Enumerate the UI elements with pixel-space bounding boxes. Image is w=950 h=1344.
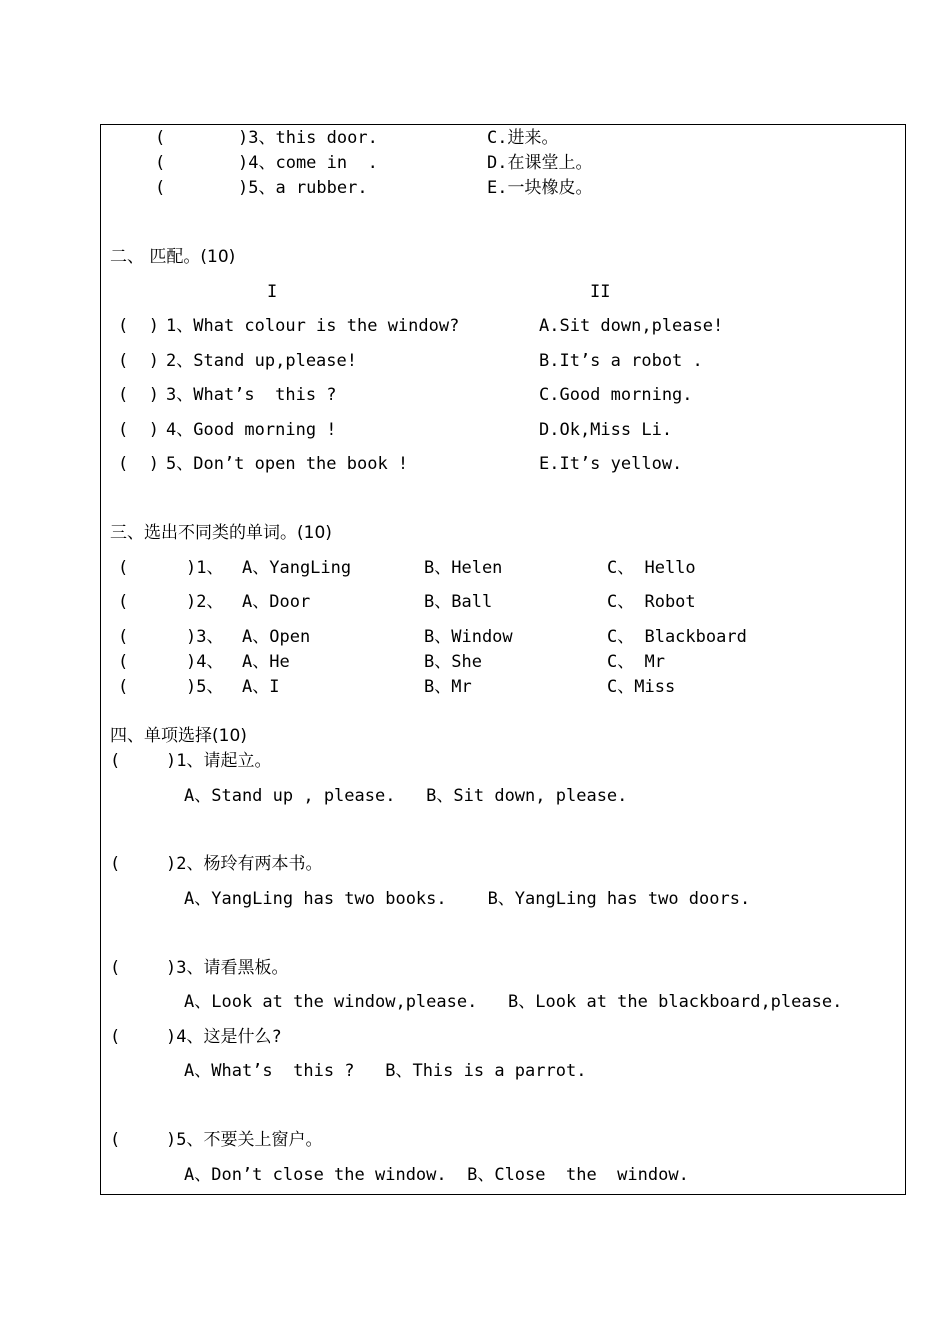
part2-row-4-question: 4、Good morning !: [166, 420, 337, 440]
part1-row-3-item: )3、this door.: [238, 128, 378, 148]
part1-row-5-item: )5、a rubber.: [238, 178, 368, 198]
part4-title: 四、单项选择(10): [110, 726, 247, 746]
part3-row-2-option-a: A、Door: [242, 592, 311, 612]
part2-column-i-header: I: [267, 282, 278, 302]
part1-row-3-paren: (: [155, 128, 166, 148]
part4-q2-stem: )2、杨玲有两本书。: [166, 854, 323, 874]
part3-row-1-number: )1、: [186, 558, 224, 578]
part2-row-5-question: 5、Don’t open the book !: [166, 454, 409, 474]
part1-row-4-item: )4、come in .: [238, 153, 378, 173]
part3-row-2-option-b: B、Ball: [424, 592, 493, 612]
part4-q5-options: A、Don’t close the window. B、Close the window.: [184, 1165, 689, 1185]
part2-row-2-paren: ( ): [118, 351, 159, 371]
part3-title: 三、选出不同类的单词。(10): [110, 523, 332, 543]
part1-row-4-answer: D.在课堂上。: [487, 153, 593, 173]
part3-row-2-number: )2、: [186, 592, 224, 612]
part3-row-2-option-c: C、 Robot: [607, 592, 696, 612]
part1-row-5-answer: E.一块橡皮。: [487, 178, 593, 198]
part3-row-1-option-c: C、 Hello: [607, 558, 696, 578]
part2-row-1-paren: ( ): [118, 316, 159, 336]
part2-row-1-answer: A.Sit down,please!: [539, 316, 724, 336]
part2-column-ii-header: II: [590, 282, 611, 302]
part3-row-1-option-b: B、Helen: [424, 558, 503, 578]
part3-row-2-paren: (: [118, 592, 129, 612]
part4-q1-options: A、Stand up , please. B、Sit down, please.: [184, 786, 628, 806]
part2-row-4-answer: D.Ok,Miss Li.: [539, 420, 673, 440]
part3-row-3-number: )3、: [186, 627, 224, 647]
part2-title: 二、 匹配。(10): [110, 247, 236, 267]
part4-q5-paren: (: [110, 1130, 121, 1150]
part2-row-3-question: 3、What’s this ?: [166, 385, 337, 405]
part2-row-2-answer: B.It’s a robot .: [539, 351, 703, 371]
part3-row-3-option-b: B、Window: [424, 627, 513, 647]
part4-q3-options: A、Look at the window,please. B、Look at the blackboard,please.: [184, 992, 843, 1012]
part3-row-3-paren: (: [118, 627, 129, 647]
part4-q3-paren: (: [110, 958, 121, 978]
part2-row-5-paren: ( ): [118, 454, 159, 474]
part3-row-4-option-b: B、She: [424, 652, 482, 672]
part3-row-4-option-a: A、He: [242, 652, 290, 672]
part4-q4-options: A、What’s this ? B、This is a parrot.: [184, 1061, 587, 1081]
part3-row-3-option-a: A、Open: [242, 627, 311, 647]
part3-row-5-option-c: C、Miss: [607, 677, 676, 697]
part3-row-5-number: )5、: [186, 677, 224, 697]
part2-row-3-paren: ( ): [118, 385, 159, 405]
part2-row-5-answer: E.It’s yellow.: [539, 454, 683, 474]
part3-row-5-option-a: A、I: [242, 677, 280, 697]
part2-row-1-question: 1、What colour is the window?: [166, 316, 460, 336]
part4-q4-paren: (: [110, 1027, 121, 1047]
part2-row-4-paren: ( ): [118, 420, 159, 440]
part4-q1-paren: (: [110, 751, 121, 771]
part4-q5-stem: )5、不要关上窗户。: [166, 1130, 323, 1150]
part2-row-2-question: 2、Stand up,please!: [166, 351, 357, 371]
part3-row-5-paren: (: [118, 677, 129, 697]
part2-row-3-answer: C.Good morning.: [539, 385, 693, 405]
part3-row-1-option-a: A、YangLing: [242, 558, 352, 578]
part4-q1-stem: )1、请起立。: [166, 751, 272, 771]
part3-row-4-option-c: C、 Mr: [607, 652, 665, 672]
part4-q2-paren: (: [110, 854, 121, 874]
part1-row-5-paren: (: [155, 178, 166, 198]
part4-q4-stem: )4、这是什么?: [166, 1027, 282, 1047]
part3-row-4-number: )4、: [186, 652, 224, 672]
part4-q3-stem: )3、请看黑板。: [166, 958, 289, 978]
part4-q2-options: A、YangLing has two books. B、YangLing has two doors.: [184, 889, 751, 909]
part3-row-1-paren: (: [118, 558, 129, 578]
part1-row-3-answer: C.进来。: [487, 128, 559, 148]
part3-row-4-paren: (: [118, 652, 129, 672]
part1-row-4-paren: (: [155, 153, 166, 173]
part3-row-3-option-c: C、 Blackboard: [607, 627, 747, 647]
part3-row-5-option-b: B、Mr: [424, 677, 472, 697]
